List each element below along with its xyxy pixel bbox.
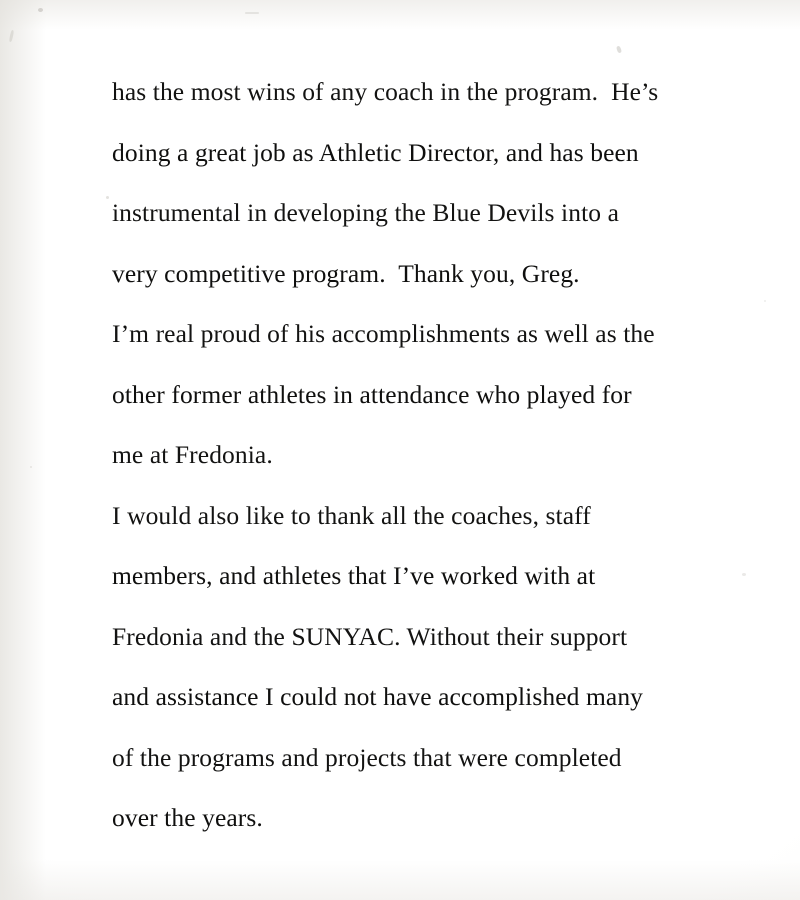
- scan-edge-shading-top: [0, 0, 800, 30]
- scan-artifact-speck: [616, 46, 622, 54]
- text-line: I’m real proud of his accomplishments as well as the: [112, 319, 655, 348]
- text-line: doing a great job as Athletic Director, and has been: [112, 137, 639, 167]
- text-line: I would also like to thank all the coaches, staff: [112, 500, 591, 530]
- scan-artifact-speck: [106, 196, 109, 199]
- paragraph: [112, 486, 712, 849]
- text-line: and assistance I could not have accomplished many: [112, 682, 644, 711]
- text-line: very competitive program. Thank you, Greg.: [112, 258, 580, 288]
- scan-edge-shading-bottom: [0, 860, 800, 900]
- text-line: of the programs and projects that were completed: [112, 742, 622, 772]
- text-line: me at Fredonia.: [112, 440, 273, 469]
- scan-artifact-speck: [9, 30, 14, 42]
- paragraph: [112, 62, 712, 304]
- letter-body-text: [112, 62, 712, 849]
- text-line: members, and athletes that I’ve worked with at: [112, 561, 596, 590]
- scan-artifact-speck: [38, 8, 43, 12]
- scan-artifact-speck: [245, 12, 259, 14]
- paragraph: [112, 304, 712, 486]
- text-line: over the years.: [112, 803, 263, 832]
- scan-edge-shading-left: [0, 0, 46, 900]
- text-line: instrumental in developing the Blue Devils into a: [112, 198, 620, 227]
- text-line: other former athletes in attendance who played for: [112, 379, 632, 409]
- text-line: Fredonia and the SUNYAC. Without their support: [112, 621, 628, 651]
- scan-artifact-speck: [764, 300, 766, 302]
- scan-artifact-speck: [30, 466, 32, 468]
- scan-artifact-speck: [742, 573, 746, 576]
- text-line: has the most wins of any coach in the program. He’s: [112, 77, 659, 106]
